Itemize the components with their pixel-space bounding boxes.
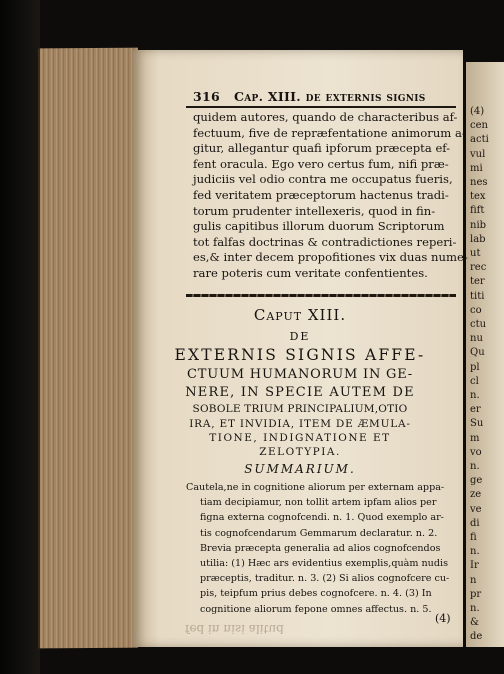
body-line: gitur, allegantur quafi ipforum præcepta ef- xyxy=(193,141,451,156)
right-page-fragment: pr xyxy=(470,588,482,600)
right-page-fragment: fift xyxy=(470,205,485,217)
right-page-fragment: ge xyxy=(470,475,483,487)
right-page-fragment: cl xyxy=(470,375,479,387)
right-page xyxy=(466,62,504,647)
summary-line: Cautela,ne in cognitione aliorum per externam appa- xyxy=(186,482,445,493)
title-line: CTUUM HUMANORUM IN GE- xyxy=(187,367,413,382)
running-title: Cap. XIII. de externis signis xyxy=(233,89,426,104)
title-line: SOBOLE TRIUM PRINCIPALIUM,OTIO xyxy=(192,403,408,415)
right-page-fragment: Qu xyxy=(470,347,485,359)
title-line: TIONE, INDIGNATIONE ET xyxy=(209,432,391,444)
right-page-fragment: & xyxy=(470,617,479,629)
right-page-fragment: de xyxy=(470,631,483,643)
right-page-fragment: nib xyxy=(470,219,487,231)
right-page-fragment: vul xyxy=(470,148,486,160)
right-page-fragment: n. xyxy=(470,603,480,614)
title-line: NERE, IN SPECIE AUTEM DE xyxy=(185,385,415,400)
title-line: EXTERNIS SIGNIS AFFE- xyxy=(174,346,426,364)
right-page-fragment: lab xyxy=(470,233,486,245)
body-paragraph xyxy=(193,110,468,282)
summary-line: utilia: (1) Hæc ars evidentius exemplis,quàm nudis xyxy=(200,558,448,570)
title-line: ZELOTYPIA. xyxy=(259,446,341,458)
body-line: es,& inter decem propofitiones vix duas nume- xyxy=(193,250,468,265)
chapter-de: DE xyxy=(289,330,311,343)
summary-line: Brevia præcepta generalia ad alios cognofcendos xyxy=(200,542,441,554)
right-page-fragment: fi xyxy=(470,532,477,543)
body-line: fent oracula. Ego vero certus fum, nifi præ- xyxy=(193,156,449,171)
right-page-fragment: ter xyxy=(470,276,485,288)
right-page-fragment: er xyxy=(470,404,481,416)
body-line: tot falfas doctrinas & contradictiones reperi- xyxy=(193,234,457,249)
right-page-fragment: n. xyxy=(470,461,480,472)
right-page-fragment: tex xyxy=(470,191,486,203)
right-page-fragment: Su xyxy=(470,418,484,430)
page-number: 316 xyxy=(193,89,220,104)
right-page-fragment: ze xyxy=(470,489,482,501)
right-page-fragment: mi xyxy=(470,162,483,174)
summary-block xyxy=(186,480,449,617)
ornament-rule xyxy=(186,294,456,297)
bleed-through-text: fed in nisi alitud xyxy=(185,622,284,636)
body-line: gulis capitibus illorum duorum Scriptorum xyxy=(193,219,445,234)
right-page-fragment: m xyxy=(470,432,480,444)
right-page-fragment: rec xyxy=(470,262,487,274)
right-page-fragment: Ir xyxy=(470,560,479,572)
right-page-fragment: vo xyxy=(470,446,482,458)
right-page-fragment: nes xyxy=(470,177,488,188)
summarium-heading: SUMMARIUM. xyxy=(244,462,356,476)
summary-line: tiam decipiamur, non tollit artem ipfam alios per xyxy=(200,497,437,509)
book-spine-shadow xyxy=(0,0,40,674)
title-line: IRA, ET INVIDIA, ITEM DE ÆMULA- xyxy=(189,418,411,430)
chapter-heading: Caput XIII. xyxy=(253,306,347,324)
body-line: torum prudenter intellexeris, quod in fin- xyxy=(193,203,436,218)
running-header xyxy=(193,89,426,104)
summary-line: pis, teipfum prius debes cognofcere. n. 4. (3) In xyxy=(200,588,432,600)
right-page-fragment: n. xyxy=(470,546,480,558)
right-page-fragment: cen xyxy=(470,120,488,132)
summary-line: cognitione aliorum fepone omnes affectus. n. 5. xyxy=(200,603,432,615)
right-page-fragment: ctu xyxy=(470,319,487,330)
right-page-fragment: nu xyxy=(470,333,483,345)
header-rule xyxy=(186,106,456,108)
body-line: fed veritatem præceptorum hactenus tradi- xyxy=(193,187,449,202)
page-edges xyxy=(38,48,138,649)
right-page-fragment: ve xyxy=(470,503,482,515)
body-line: fectuum, five de repræfentatione animorum a- xyxy=(193,125,466,140)
summary-line: figna externa cognofcendi. n. 1. Quod exemplo ar- xyxy=(200,512,444,524)
right-page-fragment: di xyxy=(470,517,480,529)
right-page-fragment: ut xyxy=(470,248,481,259)
summary-line: præceptis, traditur. n. 3. (2) Si alios cognofcere cu- xyxy=(200,573,450,585)
summary-line: tis cognofcendarum Gemmarum declaratur. n. 2. xyxy=(200,527,438,539)
right-page-fragment: n xyxy=(470,574,477,586)
body-line: quidem autores, quando de characteribus af- xyxy=(193,110,458,124)
right-page-fragment: (4) xyxy=(470,106,485,117)
right-page-fragment: acti xyxy=(470,134,489,146)
right-page-fragment: pl xyxy=(470,361,480,373)
right-page-fragment: co xyxy=(470,304,482,316)
catchword: (4) xyxy=(435,612,451,625)
body-line: rare poteris cum veritate confentientes. xyxy=(193,265,428,280)
right-page-fragment: n. xyxy=(470,390,480,401)
body-line: judiciis vel odio contra me occupatus fueris, xyxy=(193,172,453,187)
right-page-fragment: titi xyxy=(470,290,485,302)
